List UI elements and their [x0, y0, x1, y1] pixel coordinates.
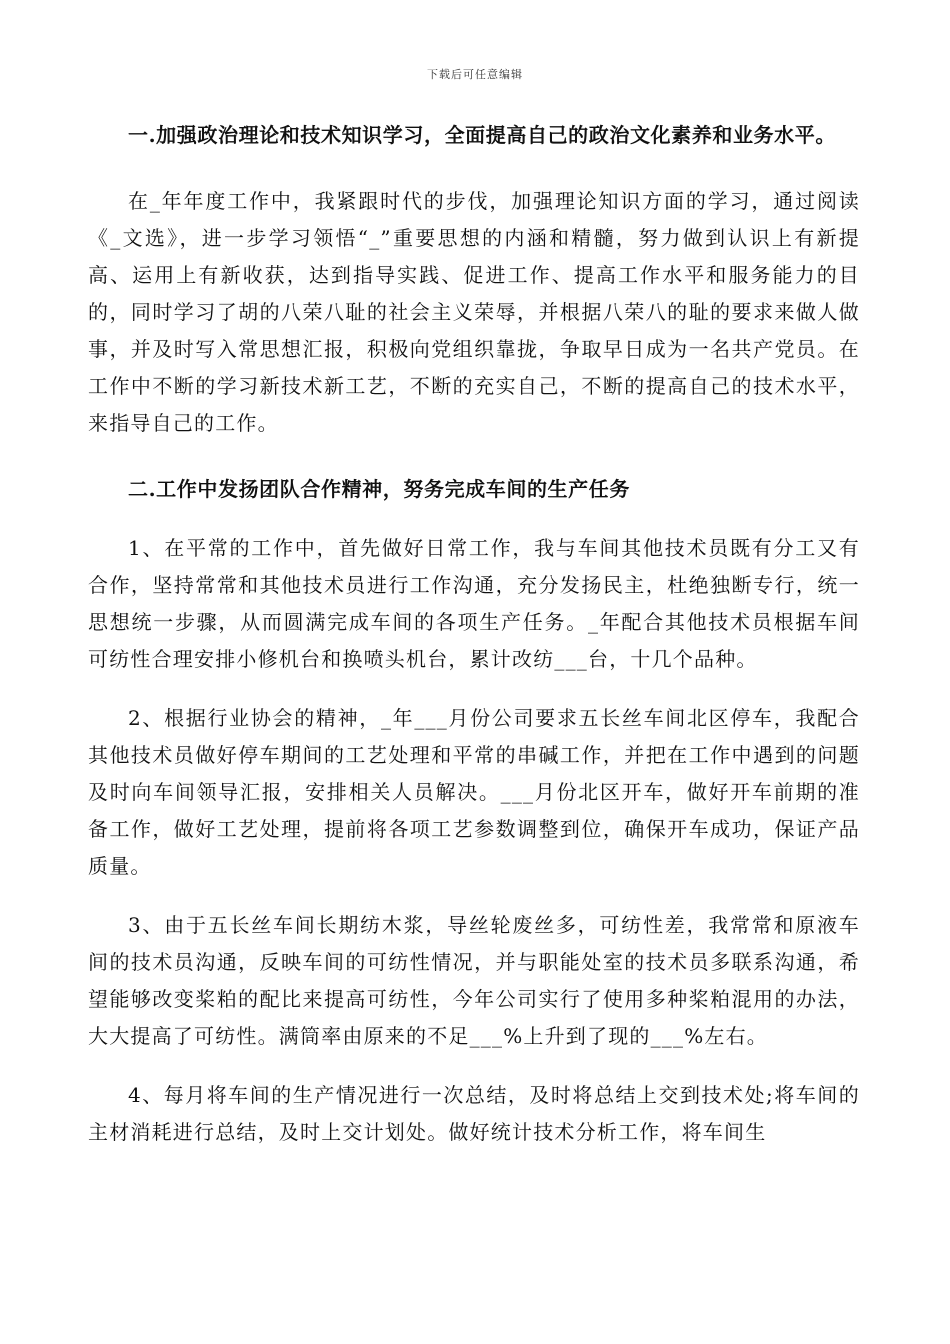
document-body: [88, 117, 860, 1151]
section-2-item-3: 3、由于五长丝车间长期纺木浆，导丝轮废丝多，可纺性差，我常常和原液车间的技术员沟通，反映车间的可纺性情况，并与职能处室的技术员多联系沟通，希望能够改变桨粕的配比来提高可纺性，今年公司实行了使用多种桨粕混用的办法，大大提高了可纺性。满筒率由原来的不足___%上升到了现的___%左右。: [88, 913, 860, 1048]
header-note: 下载后可任意编辑: [427, 68, 523, 81]
section-2-item-4: 4、每月将车间的生产情况进行一次总结，及时将总结上交到技术处;将车间的主材消耗进行总结，及时上交计划处。做好统计技术分析工作，将车间生: [88, 1083, 860, 1144]
section-1-paragraph: 在_年年度工作中，我紧跟时代的步伐，加强理论知识方面的学习，通过阅读《_文选》，进一步学习领悟“_”重要思想的内涵和精髓，努力做到认识上有新提高、运用上有新收获，达到指导实践、促进工作、提高工作水平和服务能力的目的，同时学习了胡的八荣八耻的社会主义荣辱，并根据八荣八的耻的要求来做人做事，并及时写入常思想汇报，积极向党组织靠拢，争取早日成为一名共产党员。在工作中不断的学习新技术新工艺，不断的充实自己，不断的提高自己的技术水平，来指导自己的工作。: [88, 189, 860, 435]
section-2-item-2: 2、根据行业协会的精神，_年___月份公司要求五长丝车间北区停车，我配合其他技术员做好停车期间的工艺处理和平常的串碱工作，并把在工作中遇到的问题及时向车间领导汇报，安排相关人员解决。___月份北区开车，做好开车前期的准备工作，做好工艺处理，提前将各项工艺参数调整到位，确保开车成功，保证产品质量。: [88, 706, 860, 878]
section-2-heading: 二.工作中发扬团队合作精神，努务完成车间的生产任务: [128, 477, 630, 501]
section-1-heading: 一.加强政治理论和技术知识学习，全面提高自己的政治文化素养和业务水平。: [128, 123, 836, 147]
section-2-item-1: 1、在平常的工作中，首先做好日常工作，我与车间其他技术员既有分工又有合作，坚持常常和其他技术员进行工作沟通，充分发扬民主，杜绝独断专行，统一思想统一步骤，从而圆满完成车间的各项生产任务。_年配合其他技术员根据车间可纺性合理安排小修机台和换喷头机台，累计改纺___台，十几个品种。: [88, 536, 860, 671]
